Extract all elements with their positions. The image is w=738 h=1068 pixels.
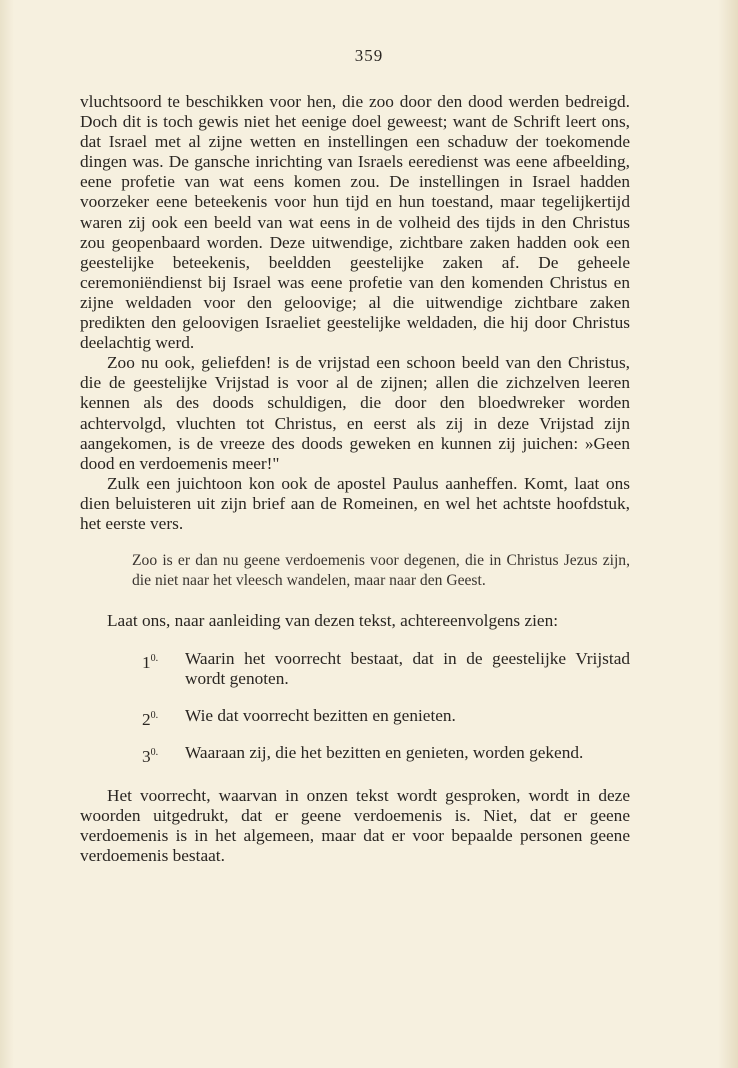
page-edge-right xyxy=(718,0,738,1068)
page-edge-left xyxy=(0,0,14,1068)
body-text xyxy=(80,92,630,866)
paragraph-5: Het voorrecht, waarvan in onzen tekst wordt gesproken, wordt in deze woorden uitgedrukt, dat er geene verdoemenis is. Niet, dat er geene verdoemenis is in het algemeen, maar dat er voor bepaalde personen geene verdoemenis bestaat. xyxy=(80,785,630,865)
list-text-1: Waarin het voorrecht bestaat, dat in de geestelijke Vrijstad wordt genoten. xyxy=(185,649,630,689)
bible-quote: Zoo is er dan nu geene verdoemenis voor degenen, die in Christus Jezus zijn, die niet naar het vleesch wandelen, maar naar den Geest. xyxy=(132,552,630,590)
paragraph-1: vluchtsoord te beschikken voor hen, die zoo door den dood werden bedreigd. Doch dit is toch gewis niet het eenige doel geweest; want de Schrift leert ons, dat Israel met al zijne wetten en instellingen een schaduw der toekomende dingen was. De gansche inrichting van Israels eeredienst was eene afbeelding, eene profetie van wat eens komen zou. De instellingen in Israel hadden voorzeker eene beteekenis voor hun tijd en hun toestand, maar tegelijkertijd waren zij ook een beeld van wat eens in de volheid des tijds in den Christus zou geopenbaard worden. Deze uitwendige, zichtbare zaken hadden ook een geestelijke beteekenis, beeldden geestelijke zaken af. De geheele ceremoniëndienst bij Israel was eene profetie van den komenden Christus en zijne weldaden voor den geloovige; al die uitwendige zichtbare zaken predikten den geloovigen Israeliet geestelijke weldaden, die hij door Christus deelachtig werd. xyxy=(80,92,630,353)
list-number-3: $3^{0.}$ xyxy=(142,747,159,767)
paragraph-3: Zulk een juichtoon kon ook de apostel Paulus aanheffen. Komt, laat ons dien beluisteren uit zijn brief aan de Romeinen, en wel het achtste hoofdstuk, het eerste vers. xyxy=(80,473,630,533)
list-text-2: Wie dat voorrecht bezitten en genieten. xyxy=(185,706,456,726)
list-item-1 xyxy=(142,649,630,689)
list-text-3: Waaraan zij, die het bezitten en genieten, worden gekend. xyxy=(185,743,584,763)
paragraph-2: Zoo nu ook, geliefden! is de vrijstad een schoon beeld van den Christus, die de geestelijke Vrijstad is voor al de zijnen; allen die zichzelven leeren kennen als des doods schuldigen, die door den bloedwreker worden achtervolgd, vluchten tot Christus, en eerst als zij in deze Vrijstad zijn aangekomen, is de vreeze des doods geweken en kunnen zij juichen: »Geen dood en verdoemenis meer!" xyxy=(80,353,630,473)
list-item-2 xyxy=(142,706,630,730)
list-number-2: $2^{0.}$ xyxy=(142,710,159,730)
list-number-1: $1^{0.}$ xyxy=(142,652,159,672)
paragraph-4: Laat ons, naar aanleiding van dezen tekst, achtereenvolgens zien: xyxy=(107,611,559,631)
list-item-3 xyxy=(142,743,630,767)
numbered-list xyxy=(80,649,630,767)
page-number: 359 xyxy=(354,46,384,65)
